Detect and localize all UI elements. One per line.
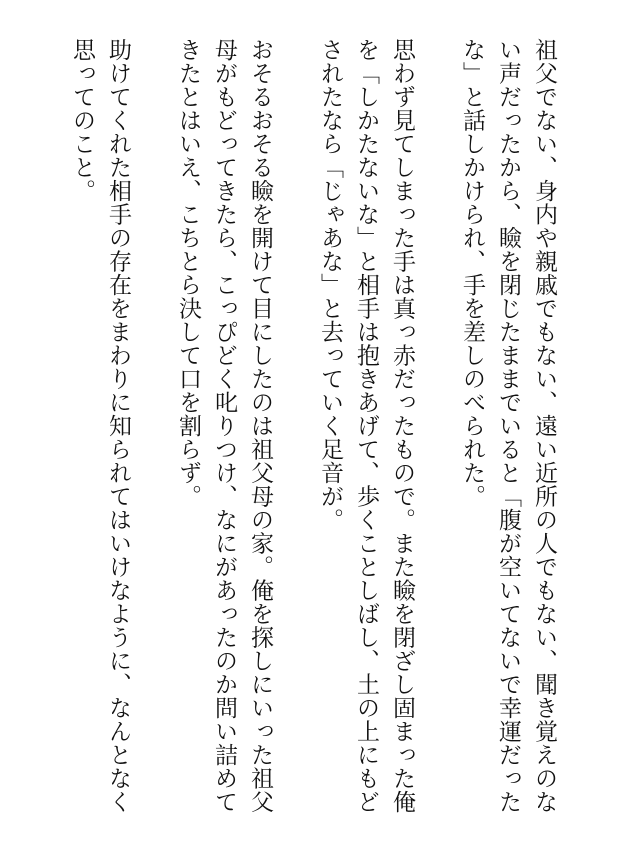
paragraph-2: 思わず見てしまった手は真っ赤だったもので。また瞼を閉ざし固まった俺を「しかたないな」と相手は抱きあげて、歩くことしばし、土の上にもどされたなら「じゃあな」と去っていく足音が。: [317, 38, 415, 814]
paragraph-gap: [278, 38, 312, 828]
paragraph-gap: [136, 38, 170, 828]
vertical-text-body: [64, 38, 562, 828]
paragraph-1: 祖父でない、身内や親戚でもない、遠い近所の人でもない、聞き覚えのない声だったから、瞼を閉じたままでいると「腹が空いてないで幸運だったな」と話しかけられ、手を差しのべられた。: [459, 38, 557, 814]
paragraph-gap: [420, 38, 454, 828]
paragraph-4: 助けてくれた相手の存在をまわりに知られてはいけなように、なんとなく思ってのこと。: [69, 38, 131, 814]
paragraph-3: おそるおそる瞼を開けて目にしたのは祖父母の家。俺を探しにいった祖父母がもどってきたら、こっぴどく叱りつけ、なにがあったのか問い詰めてきたとはいえ、こちとら決して口を割らず。: [175, 38, 273, 814]
